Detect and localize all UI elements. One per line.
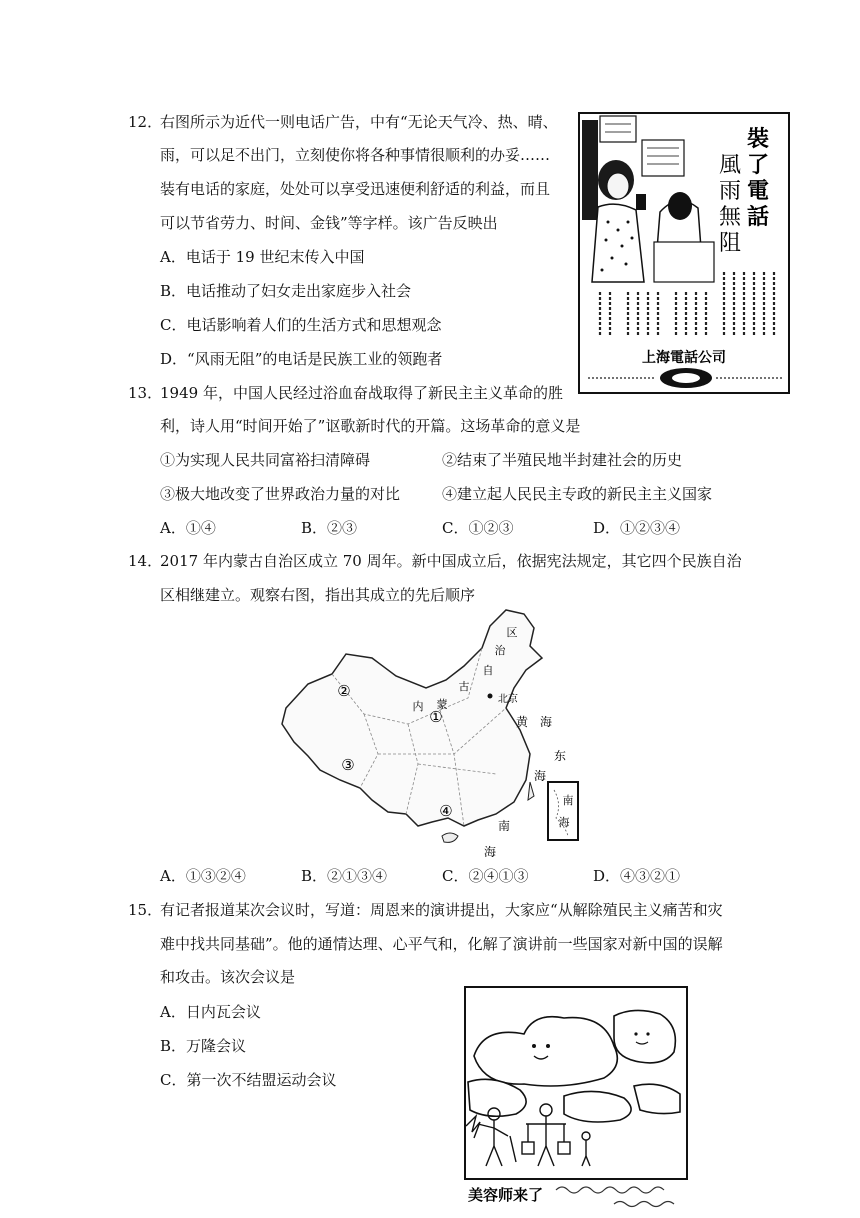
ad-headline-7: 無 — [718, 205, 742, 230]
question-14-option-b: B．②①③④ — [301, 867, 388, 885]
question-13-option-a: A．①④ — [160, 519, 216, 537]
ad-headline-5: 風 — [718, 153, 742, 178]
map-label-qu: 区 — [506, 626, 518, 639]
question-15-line-3: 和攻击。该次会议是 — [160, 968, 296, 986]
question-13-item-4: ④建立起人民民主专政的新民主主义国家 — [442, 485, 713, 503]
china-map-figure — [268, 604, 604, 862]
question-15-option-b: B．万隆会议 — [160, 1037, 247, 1055]
ad-headline-8: 阻 — [718, 231, 742, 256]
map-label-hai-2: 海 — [533, 769, 547, 783]
question-13-option-d: D．①②③④ — [593, 519, 681, 537]
question-15-option-a: A．日内瓦会议 — [160, 1003, 261, 1021]
map-label-dong: 东 — [553, 749, 567, 763]
map-inset-label-hai: 海 — [558, 816, 570, 829]
ad-headline-3: 電 — [746, 178, 770, 204]
ad-headline-2: 了 — [746, 152, 770, 178]
map-label-meng: 蒙 — [436, 698, 448, 711]
map-label-hai-3: 海 — [483, 845, 497, 859]
question-15-line-1: 有记者报道某次会议时，写道：周恩来的演讲提出，大家应“从解除殖民主义痛苦和灾 — [160, 901, 723, 919]
question-14-option-d: D．④③②① — [593, 867, 681, 885]
question-13-option-c: C．①②③ — [442, 519, 514, 537]
question-13-number: 13． — [128, 384, 163, 402]
map-label-hai-1: 海 — [539, 715, 553, 729]
question-14-number: 14． — [128, 552, 163, 570]
question-12-line-3: 装有电话的家庭，处处可以享受迅速便利舒适的利益，而且 — [160, 180, 551, 198]
map-label-circle-3: ③ — [341, 756, 355, 774]
map-label-gu: 古 — [458, 680, 470, 693]
question-13-option-b: B．②③ — [301, 519, 358, 537]
question-13-item-1: ①为实现人民共同富裕扫清障碍 — [160, 451, 371, 469]
map-label-nei: 内 — [412, 700, 424, 713]
map-label-nan: 南 — [497, 819, 511, 833]
question-15-line-2: 难中找共同基础”。他的通情达理、心平气和，化解了演讲前一些国家对新中国的误解 — [160, 935, 723, 953]
question-12-number: 12． — [128, 113, 163, 131]
question-13-line-1: 1949 年，中国人民经过浴血奋战取得了新民主主义革命的胜 — [160, 384, 563, 402]
question-13-item-2: ②结束了半殖民地半封建社会的历史 — [442, 451, 683, 469]
question-14-line-1: 2017 年内蒙古自治区成立 70 周年。新中国成立后，依据宪法规定，其它四个民族自治 — [160, 552, 742, 570]
question-12-line-1: 右图所示为近代一则电话广告，中有“无论天气冷、热、晴、 — [160, 113, 558, 131]
ad-headline-4: 話 — [746, 204, 770, 230]
cartoon-caption: 美容师来了 — [468, 1186, 544, 1204]
question-13-item-3: ③极大地改变了世界政治力量的对比 — [160, 485, 401, 503]
ad-headline-1: 裝 — [746, 126, 770, 152]
question-15-option-c: C．第一次不结盟运动会议 — [160, 1071, 337, 1089]
map-label-beijing: 北京 — [498, 694, 518, 705]
question-12-option-d: D．“风雨无阻”的电话是民族工业的领跑者 — [160, 350, 443, 368]
question-15-number: 15． — [128, 901, 163, 919]
question-12-option-b: B．电话推动了妇女走出家庭步入社会 — [160, 282, 412, 300]
map-label-circle-4: ④ — [439, 802, 453, 820]
telephone-advertisement-figure — [578, 112, 790, 394]
question-14-option-c: C．②④①③ — [442, 867, 529, 885]
question-14-option-a: A．①③②④ — [160, 867, 246, 885]
map-label-circle-2: ② — [337, 682, 351, 700]
map-label-huang: 黄 — [515, 715, 529, 729]
map-label-zi: 自 — [482, 664, 494, 677]
map-label-circle-1: ① — [429, 708, 443, 726]
ad-company-name: 上海電話公司 — [642, 350, 726, 366]
ad-headline-6: 雨 — [718, 179, 742, 204]
map-label-zhi: 治 — [494, 644, 506, 657]
question-12-option-a: A．电话于 19 世纪末传入中国 — [160, 248, 365, 266]
question-12-line-2: 雨，可以足不出门，立刻使你将各种事情很顺利的办妥…… — [160, 146, 551, 164]
question-12-option-c: C．电话影响着人们的生活方式和思想观念 — [160, 316, 442, 334]
cartoon-figure — [464, 986, 690, 1214]
question-12-line-4: 可以节省劳力、时间、金钱”等字样。该广告反映出 — [160, 214, 498, 232]
map-inset-label-nan: 南 — [562, 794, 574, 807]
question-14-line-2: 区相继建立。观察右图，指出其成立的先后顺序 — [160, 586, 476, 604]
question-13-line-2: 利，诗人用“时间开始了”讴歌新时代的开篇。这场革命的意义是 — [160, 417, 581, 435]
